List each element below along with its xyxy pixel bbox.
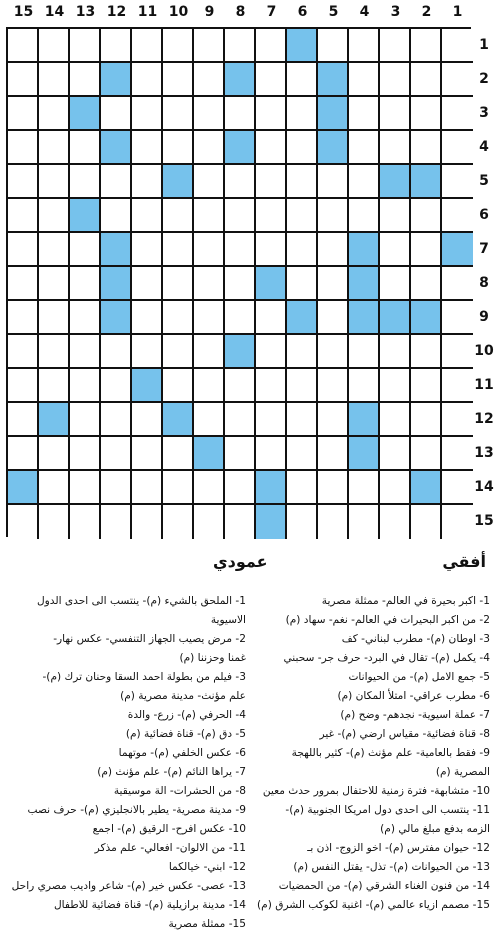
answer-cell[interactable] bbox=[442, 131, 473, 165]
answer-cell[interactable] bbox=[132, 29, 163, 63]
row-number: 15 bbox=[474, 513, 494, 529]
blocked-cell bbox=[287, 301, 318, 335]
answer-cell[interactable] bbox=[225, 199, 256, 233]
answer-cell[interactable] bbox=[318, 29, 349, 63]
answer-cell[interactable] bbox=[411, 131, 442, 165]
answer-cell[interactable] bbox=[380, 199, 411, 233]
answer-cell[interactable] bbox=[39, 369, 70, 403]
answer-cell[interactable] bbox=[256, 437, 287, 471]
answer-cell[interactable] bbox=[132, 471, 163, 505]
answer-cell[interactable] bbox=[287, 505, 318, 539]
across-clue: 14- من فنون الغناء الشرقي (م)- من الحمضيات bbox=[278, 880, 490, 892]
answer-cell[interactable] bbox=[411, 267, 442, 301]
answer-cell[interactable] bbox=[70, 301, 101, 335]
answer-cell[interactable] bbox=[163, 335, 194, 369]
across-clue: 8- قناة فضائية- مقياس ارضي (م)- غير bbox=[319, 728, 490, 740]
column-number: 2 bbox=[421, 4, 432, 20]
answer-cell[interactable] bbox=[411, 437, 442, 471]
answer-cell[interactable] bbox=[163, 63, 194, 97]
answer-cell[interactable] bbox=[101, 199, 132, 233]
answer-cell[interactable] bbox=[442, 97, 473, 131]
answer-cell[interactable] bbox=[442, 437, 473, 471]
row-number: 8 bbox=[479, 275, 489, 291]
answer-cell[interactable] bbox=[318, 267, 349, 301]
answer-cell[interactable] bbox=[163, 369, 194, 403]
answer-cell[interactable] bbox=[442, 165, 473, 199]
answer-cell[interactable] bbox=[318, 471, 349, 505]
crossword-grid bbox=[6, 27, 471, 537]
across-clues-list bbox=[254, 592, 490, 915]
across-clue: 9- فقط بالعامية- علم مؤنث (م)- كثير باللهجة bbox=[291, 747, 490, 759]
answer-cell[interactable] bbox=[225, 505, 256, 539]
answer-cell[interactable] bbox=[163, 471, 194, 505]
blocked-cell bbox=[318, 63, 349, 97]
answer-cell[interactable] bbox=[256, 131, 287, 165]
answer-cell[interactable] bbox=[132, 131, 163, 165]
row-number: 2 bbox=[479, 71, 489, 87]
answer-cell[interactable] bbox=[411, 233, 442, 267]
answer-cell[interactable] bbox=[132, 165, 163, 199]
answer-cell[interactable] bbox=[163, 301, 194, 335]
answer-cell[interactable] bbox=[256, 403, 287, 437]
answer-cell[interactable] bbox=[318, 165, 349, 199]
row-number: 12 bbox=[474, 411, 494, 427]
blocked-cell bbox=[411, 165, 442, 199]
answer-cell[interactable] bbox=[101, 505, 132, 539]
answer-cell[interactable] bbox=[380, 403, 411, 437]
answer-cell[interactable] bbox=[349, 471, 380, 505]
blocked-cell bbox=[225, 131, 256, 165]
answer-cell[interactable] bbox=[163, 131, 194, 165]
answer-cell[interactable] bbox=[70, 267, 101, 301]
answer-cell[interactable] bbox=[101, 403, 132, 437]
down-clue: 9- مدينة مصرية- يطير بالانجليزي (م)- حرف نصب bbox=[27, 804, 246, 816]
answer-cell[interactable] bbox=[287, 165, 318, 199]
answer-cell[interactable] bbox=[194, 301, 225, 335]
answer-cell[interactable] bbox=[194, 63, 225, 97]
answer-cell[interactable] bbox=[194, 233, 225, 267]
blocked-cell bbox=[70, 97, 101, 131]
down-clue: 8- من الحشرات- الة موسيقية bbox=[113, 785, 246, 797]
answer-cell[interactable] bbox=[194, 505, 225, 539]
row-number: 3 bbox=[479, 105, 489, 121]
answer-cell[interactable] bbox=[287, 335, 318, 369]
column-number: 11 bbox=[137, 4, 158, 20]
answer-cell[interactable] bbox=[132, 335, 163, 369]
across-clue: 1- اكبر بحيرة في العالم- ممثلة مصرية bbox=[321, 595, 490, 607]
answer-cell[interactable] bbox=[163, 29, 194, 63]
down-clue: غمنا وحزننا (م) bbox=[179, 652, 246, 664]
answer-cell[interactable] bbox=[39, 97, 70, 131]
blocked-cell bbox=[411, 471, 442, 505]
answer-cell[interactable] bbox=[442, 335, 473, 369]
answer-cell[interactable] bbox=[411, 335, 442, 369]
blocked-cell bbox=[132, 369, 163, 403]
answer-cell[interactable] bbox=[194, 29, 225, 63]
across-clue: 3- اوطان (م)- مطرب لبناني- كف bbox=[341, 633, 490, 645]
answer-cell[interactable] bbox=[225, 29, 256, 63]
answer-cell[interactable] bbox=[70, 131, 101, 165]
answer-cell[interactable] bbox=[8, 301, 39, 335]
answer-cell[interactable] bbox=[380, 97, 411, 131]
across-heading: أفقي bbox=[442, 552, 486, 571]
answer-cell[interactable] bbox=[194, 165, 225, 199]
answer-cell[interactable] bbox=[256, 29, 287, 63]
answer-cell[interactable] bbox=[411, 505, 442, 539]
answer-cell[interactable] bbox=[318, 505, 349, 539]
row-number: 14 bbox=[474, 479, 494, 495]
answer-cell[interactable] bbox=[163, 437, 194, 471]
answer-cell[interactable] bbox=[70, 233, 101, 267]
answer-cell[interactable] bbox=[349, 199, 380, 233]
blocked-cell bbox=[8, 471, 39, 505]
answer-cell[interactable] bbox=[132, 199, 163, 233]
answer-cell[interactable] bbox=[287, 267, 318, 301]
answer-cell[interactable] bbox=[442, 63, 473, 97]
answer-cell[interactable] bbox=[287, 199, 318, 233]
answer-cell[interactable] bbox=[8, 131, 39, 165]
row-number: 10 bbox=[474, 343, 494, 359]
column-number: 8 bbox=[235, 4, 246, 20]
answer-cell[interactable] bbox=[225, 233, 256, 267]
answer-cell[interactable] bbox=[287, 403, 318, 437]
answer-cell[interactable] bbox=[194, 471, 225, 505]
answer-cell[interactable] bbox=[101, 165, 132, 199]
answer-cell[interactable] bbox=[39, 437, 70, 471]
answer-cell[interactable] bbox=[39, 233, 70, 267]
answer-cell[interactable] bbox=[380, 335, 411, 369]
answer-cell[interactable] bbox=[8, 437, 39, 471]
answer-cell[interactable] bbox=[39, 335, 70, 369]
row-number: 11 bbox=[474, 377, 494, 393]
answer-cell[interactable] bbox=[194, 403, 225, 437]
answer-cell[interactable] bbox=[70, 369, 101, 403]
down-clue: 3- فيلم من بطولة احمد السقا وحنان ترك (م)- bbox=[42, 671, 246, 683]
answer-cell[interactable] bbox=[225, 471, 256, 505]
answer-cell[interactable] bbox=[194, 335, 225, 369]
blocked-cell bbox=[349, 267, 380, 301]
answer-cell[interactable] bbox=[163, 505, 194, 539]
answer-cell[interactable] bbox=[225, 267, 256, 301]
row-number: 13 bbox=[474, 445, 494, 461]
across-clue: 4- يكمل (م)- تقال في البرد- حرف جر- سحبني bbox=[283, 652, 490, 664]
answer-cell[interactable] bbox=[318, 301, 349, 335]
answer-cell[interactable] bbox=[39, 131, 70, 165]
blocked-cell bbox=[318, 131, 349, 165]
answer-cell[interactable] bbox=[101, 335, 132, 369]
down-clue: 13- عصى- عكس خير (م)- شاعر واديب مصري راحل bbox=[11, 880, 246, 892]
blocked-cell bbox=[163, 165, 194, 199]
row-number: 9 bbox=[479, 309, 489, 325]
across-clue: 12- حيوان مفترس (م)- اخو الزوج- اذن بـ bbox=[307, 842, 490, 854]
answer-cell[interactable] bbox=[132, 403, 163, 437]
blocked-cell bbox=[349, 403, 380, 437]
answer-cell[interactable] bbox=[380, 505, 411, 539]
answer-cell[interactable] bbox=[256, 233, 287, 267]
answer-cell[interactable] bbox=[411, 63, 442, 97]
blocked-cell bbox=[101, 131, 132, 165]
answer-cell[interactable] bbox=[287, 369, 318, 403]
answer-cell[interactable] bbox=[39, 471, 70, 505]
answer-cell[interactable] bbox=[256, 165, 287, 199]
column-number: 10 bbox=[168, 4, 189, 20]
answer-cell[interactable] bbox=[8, 369, 39, 403]
column-number: 15 bbox=[13, 4, 34, 20]
answer-cell[interactable] bbox=[70, 471, 101, 505]
answer-cell[interactable] bbox=[225, 403, 256, 437]
answer-cell[interactable] bbox=[318, 437, 349, 471]
answer-cell[interactable] bbox=[380, 63, 411, 97]
down-clue: 6- عكس الخلفي (م)- موتهما bbox=[118, 747, 246, 759]
column-number: 13 bbox=[75, 4, 96, 20]
blocked-cell bbox=[101, 267, 132, 301]
answer-cell[interactable] bbox=[163, 267, 194, 301]
answer-cell[interactable] bbox=[8, 403, 39, 437]
answer-cell[interactable] bbox=[318, 199, 349, 233]
answer-cell[interactable] bbox=[380, 131, 411, 165]
across-clue: 7- عملة اسيوية- نجدهم- وضح (م) bbox=[340, 709, 490, 721]
answer-cell[interactable] bbox=[442, 29, 473, 63]
row-number: 4 bbox=[479, 139, 489, 155]
down-clue: 12- ابني- خيالكما bbox=[168, 861, 246, 873]
blocked-cell bbox=[101, 63, 132, 97]
answer-cell[interactable] bbox=[442, 199, 473, 233]
answer-cell[interactable] bbox=[442, 267, 473, 301]
across-clue: 5- جمع الامل (م)- من الحيوانات bbox=[348, 671, 490, 683]
answer-cell[interactable] bbox=[411, 97, 442, 131]
answer-cell[interactable] bbox=[39, 63, 70, 97]
across-clue: 11- ينتسب الى احدى دول امريكا الجنوبية (م)- bbox=[285, 804, 490, 816]
answer-cell[interactable] bbox=[101, 369, 132, 403]
answer-cell[interactable] bbox=[442, 301, 473, 335]
answer-cell[interactable] bbox=[349, 63, 380, 97]
row-number: 7 bbox=[479, 241, 489, 257]
blocked-cell bbox=[349, 301, 380, 335]
answer-cell[interactable] bbox=[411, 199, 442, 233]
blocked-cell bbox=[349, 437, 380, 471]
answer-cell[interactable] bbox=[380, 267, 411, 301]
blocked-cell bbox=[39, 403, 70, 437]
answer-cell[interactable] bbox=[101, 97, 132, 131]
answer-cell[interactable] bbox=[411, 369, 442, 403]
down-clue: 2- مرض يصيب الجهاز التنفسي- عكس نهار- bbox=[53, 633, 246, 645]
blocked-cell bbox=[411, 301, 442, 335]
answer-cell[interactable] bbox=[349, 335, 380, 369]
answer-cell[interactable] bbox=[70, 437, 101, 471]
answer-cell[interactable] bbox=[39, 29, 70, 63]
answer-cell[interactable] bbox=[287, 63, 318, 97]
answer-cell[interactable] bbox=[256, 369, 287, 403]
answer-cell[interactable] bbox=[349, 97, 380, 131]
column-number: 4 bbox=[359, 4, 370, 20]
answer-cell[interactable] bbox=[8, 165, 39, 199]
answer-cell[interactable] bbox=[442, 471, 473, 505]
answer-cell[interactable] bbox=[39, 199, 70, 233]
blocked-cell bbox=[101, 301, 132, 335]
answer-cell[interactable] bbox=[256, 335, 287, 369]
answer-cell[interactable] bbox=[8, 505, 39, 539]
row-number: 1 bbox=[479, 37, 489, 53]
answer-cell[interactable] bbox=[411, 403, 442, 437]
answer-cell[interactable] bbox=[349, 369, 380, 403]
answer-cell[interactable] bbox=[101, 437, 132, 471]
answer-cell[interactable] bbox=[225, 97, 256, 131]
answer-cell[interactable] bbox=[132, 437, 163, 471]
answer-cell[interactable] bbox=[287, 97, 318, 131]
answer-cell[interactable] bbox=[225, 165, 256, 199]
down-clue: علم مؤنث- مدينة مصرية (م) bbox=[120, 690, 246, 702]
answer-cell[interactable] bbox=[380, 369, 411, 403]
answer-cell[interactable] bbox=[225, 301, 256, 335]
across-clue: 10- متشابهة- فترة زمنية للاحتفال بمرور حدث معين bbox=[262, 785, 490, 797]
down-clue: 7- يراها النائم (م)- علم مؤنث (م) bbox=[97, 766, 246, 778]
blocked-cell bbox=[194, 437, 225, 471]
column-number: 7 bbox=[266, 4, 277, 20]
answer-cell[interactable] bbox=[256, 97, 287, 131]
row-number: 6 bbox=[479, 207, 489, 223]
column-number: 9 bbox=[204, 4, 215, 20]
answer-cell[interactable] bbox=[132, 63, 163, 97]
answer-cell[interactable] bbox=[70, 335, 101, 369]
answer-cell[interactable] bbox=[194, 97, 225, 131]
answer-cell[interactable] bbox=[256, 199, 287, 233]
answer-cell[interactable] bbox=[39, 267, 70, 301]
answer-cell[interactable] bbox=[8, 199, 39, 233]
blocked-cell bbox=[442, 233, 473, 267]
blocked-cell bbox=[318, 97, 349, 131]
down-heading: عمودي bbox=[213, 552, 268, 571]
answer-cell[interactable] bbox=[318, 403, 349, 437]
answer-cell[interactable] bbox=[101, 471, 132, 505]
answer-cell[interactable] bbox=[380, 437, 411, 471]
blocked-cell bbox=[256, 267, 287, 301]
answer-cell[interactable] bbox=[132, 97, 163, 131]
answer-cell[interactable] bbox=[70, 505, 101, 539]
answer-cell[interactable] bbox=[163, 97, 194, 131]
answer-cell[interactable] bbox=[39, 301, 70, 335]
answer-cell[interactable] bbox=[132, 301, 163, 335]
blocked-cell bbox=[225, 63, 256, 97]
blocked-cell bbox=[256, 471, 287, 505]
column-number: 3 bbox=[390, 4, 401, 20]
down-clue: 14- مدينة برازيلية (م)- قناة فضائية للاطفال bbox=[53, 899, 246, 911]
across-clue: 13- من الحيوانات (م)- تذل- يقتل النفس (م) bbox=[293, 861, 490, 873]
answer-cell[interactable] bbox=[8, 267, 39, 301]
answer-cell[interactable] bbox=[39, 505, 70, 539]
answer-cell[interactable] bbox=[349, 165, 380, 199]
column-number: 6 bbox=[297, 4, 308, 20]
answer-cell[interactable] bbox=[287, 437, 318, 471]
answer-cell[interactable] bbox=[70, 63, 101, 97]
down-clue: 11- من الالوان- افعالي- علم مذكر bbox=[94, 842, 246, 854]
answer-cell[interactable] bbox=[70, 29, 101, 63]
column-number: 5 bbox=[328, 4, 339, 20]
across-clue: 15- مصمم ازياء عالمي (م)- اغنية لكوكب الشرق (م) bbox=[257, 899, 490, 911]
answer-cell[interactable] bbox=[8, 233, 39, 267]
answer-cell[interactable] bbox=[225, 369, 256, 403]
answer-cell[interactable] bbox=[39, 165, 70, 199]
answer-cell[interactable] bbox=[318, 335, 349, 369]
column-number: 1 bbox=[452, 4, 463, 20]
down-clue: 5- دق (م)- قناة فضائية (م) bbox=[125, 728, 246, 740]
down-clue: 10- عكس افرح- الرقيق (م)- اجمع bbox=[92, 823, 246, 835]
answer-cell[interactable] bbox=[163, 233, 194, 267]
across-clue: 6- مطرب عراقي- امتلأ المكان (م) bbox=[337, 690, 490, 702]
blocked-cell bbox=[380, 165, 411, 199]
blocked-cell bbox=[101, 233, 132, 267]
blocked-cell bbox=[225, 335, 256, 369]
answer-cell[interactable] bbox=[287, 131, 318, 165]
answer-cell[interactable] bbox=[442, 505, 473, 539]
blocked-cell bbox=[380, 301, 411, 335]
answer-cell[interactable] bbox=[287, 233, 318, 267]
blocked-cell bbox=[256, 505, 287, 539]
answer-cell[interactable] bbox=[8, 97, 39, 131]
answer-cell[interactable] bbox=[8, 335, 39, 369]
answer-cell[interactable] bbox=[8, 63, 39, 97]
answer-cell[interactable] bbox=[380, 29, 411, 63]
answer-cell[interactable] bbox=[101, 29, 132, 63]
across-clue: الزمه بدفع مبلغ مالي (م) bbox=[380, 823, 490, 835]
answer-cell[interactable] bbox=[132, 505, 163, 539]
answer-cell[interactable] bbox=[256, 63, 287, 97]
answer-cell[interactable] bbox=[194, 267, 225, 301]
answer-cell[interactable] bbox=[256, 301, 287, 335]
answer-cell[interactable] bbox=[194, 369, 225, 403]
answer-cell[interactable] bbox=[163, 199, 194, 233]
blocked-cell bbox=[349, 233, 380, 267]
down-clue: 15- ممثلة مصرية bbox=[168, 918, 246, 930]
answer-cell[interactable] bbox=[318, 369, 349, 403]
across-clue: 2- من اكبر البحيرات في العالم- نغم- سهاد (م) bbox=[285, 614, 490, 626]
down-clue: 1- الملحق بالشيء (م)- ينتسب الى احدى الدول الاسيوية bbox=[36, 595, 246, 626]
answer-cell[interactable] bbox=[287, 471, 318, 505]
across-clue: المصرية (م) bbox=[435, 766, 490, 778]
blocked-cell bbox=[287, 29, 318, 63]
column-number: 12 bbox=[106, 4, 127, 20]
answer-cell[interactable] bbox=[70, 403, 101, 437]
down-clue: 4- الحرفي (م)- زرع- والدة bbox=[127, 709, 246, 721]
answer-cell[interactable] bbox=[194, 131, 225, 165]
answer-cell[interactable] bbox=[194, 199, 225, 233]
answer-cell[interactable] bbox=[349, 505, 380, 539]
answer-cell[interactable] bbox=[349, 131, 380, 165]
answer-cell[interactable] bbox=[225, 437, 256, 471]
blocked-cell bbox=[163, 403, 194, 437]
answer-cell[interactable] bbox=[318, 233, 349, 267]
answer-cell[interactable] bbox=[411, 29, 442, 63]
answer-cell[interactable] bbox=[380, 233, 411, 267]
blocked-cell bbox=[70, 199, 101, 233]
row-number: 5 bbox=[479, 173, 489, 189]
answer-cell[interactable] bbox=[349, 29, 380, 63]
answer-cell[interactable] bbox=[70, 165, 101, 199]
answer-cell[interactable] bbox=[380, 471, 411, 505]
answer-cell[interactable] bbox=[442, 369, 473, 403]
answer-cell[interactable] bbox=[132, 233, 163, 267]
answer-cell[interactable] bbox=[8, 29, 39, 63]
answer-cell[interactable] bbox=[442, 403, 473, 437]
down-clues-list bbox=[8, 592, 246, 934]
answer-cell[interactable] bbox=[132, 267, 163, 301]
column-number: 14 bbox=[44, 4, 65, 20]
